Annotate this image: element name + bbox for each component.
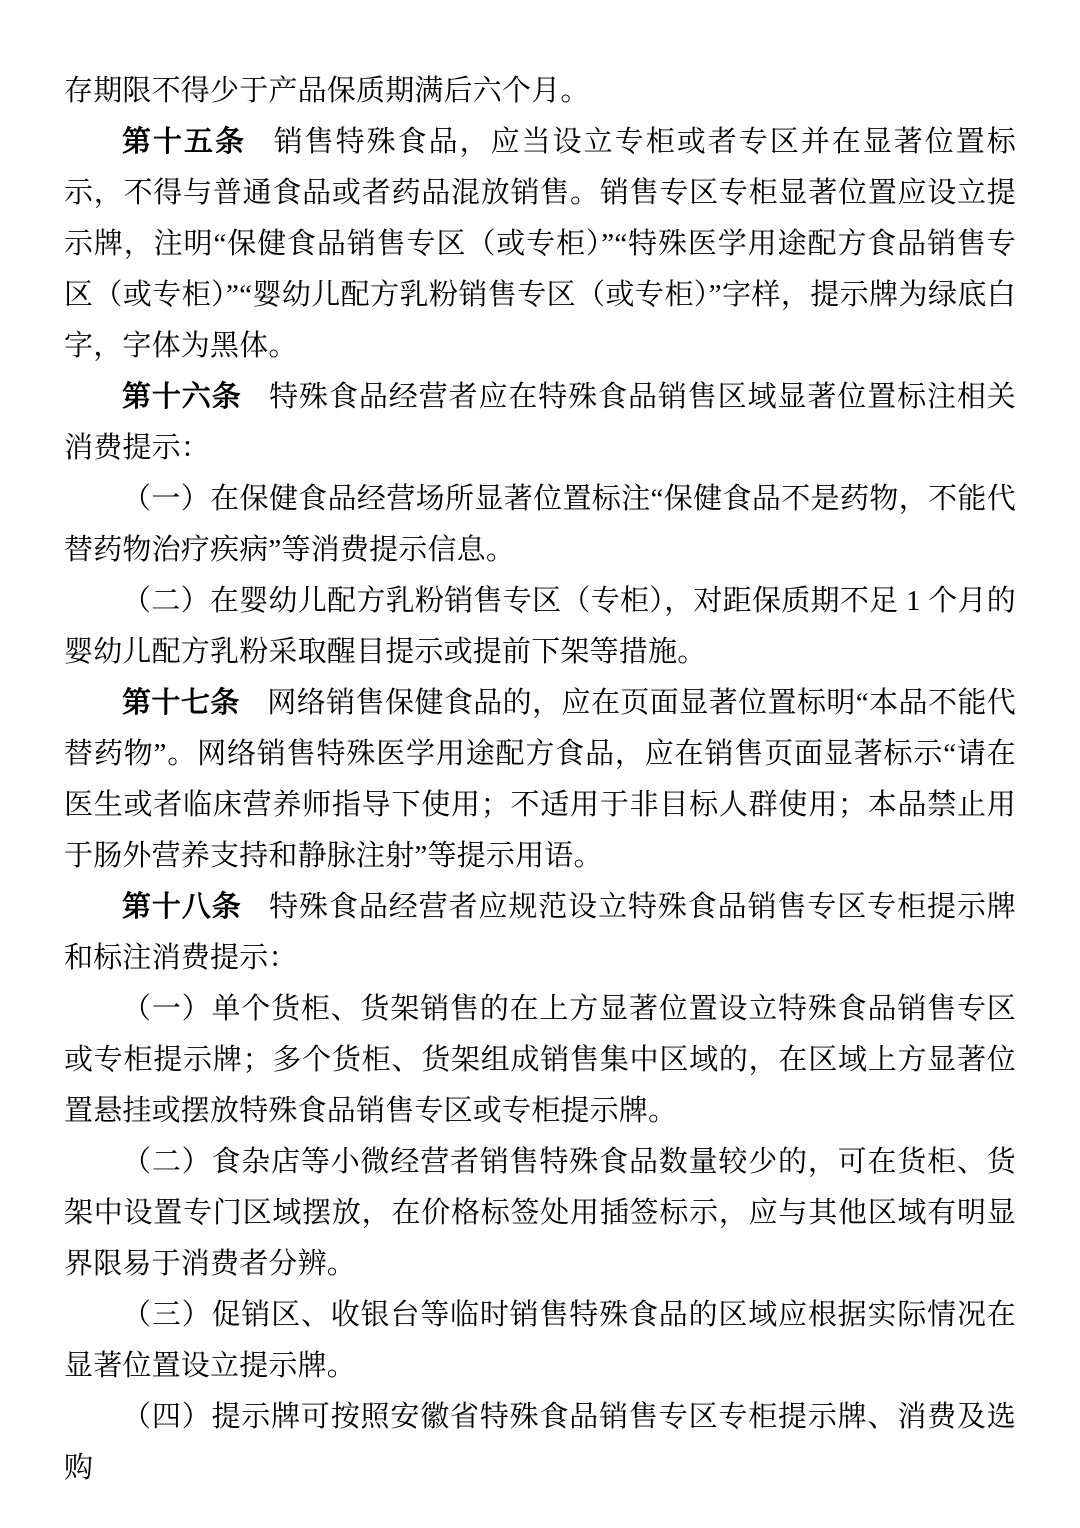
- paragraph-text: （一）单个货柜、货架销售的在上方显著位置设立特殊食品销售专区或专柜提示牌；多个货柜、货架组成销售集中区域的，在区域上方显著位置悬挂或摆放特殊食品销售专区或专柜提示牌。: [64, 993, 1016, 1127]
- paragraph-text: （二）食杂店等小微经营者销售特殊食品数量较少的，可在货柜、货架中设置专门区域摆放，在价格标签处用插签标示，应与其他区域有明显界限易于消费者分辨。: [64, 1146, 1016, 1280]
- article-number: 第十五条: [122, 126, 247, 158]
- paragraph: [64, 678, 1016, 882]
- paragraph: [64, 1137, 1016, 1290]
- article-number: 第十八条: [122, 891, 242, 923]
- paragraph-text: （四）提示牌可按照安徽省特殊食品销售专区专柜提示牌、消费及选购: [64, 1401, 1016, 1484]
- paragraph: [64, 117, 1016, 372]
- paragraph-text: （二）在婴幼儿配方乳粉销售专区（专柜），对距保质期不足 1 个月的婴幼儿配方乳粉采取醒目提示或提前下架等措施。: [64, 585, 1016, 668]
- paragraph-text: 特殊食品经营者应在特殊食品销售区域显著位置标注相关消费提示：: [64, 381, 1016, 464]
- paragraph: [64, 474, 1016, 576]
- paragraph-text: 特殊食品经营者应规范设立特殊食品销售专区专柜提示牌和标注消费提示：: [64, 891, 1016, 974]
- paragraph: [64, 984, 1016, 1137]
- paragraph-text: 存期限不得少于产品保质期满后六个月。: [64, 75, 590, 107]
- paragraph-text: （三）促销区、收银台等临时销售特殊食品的区域应根据实际情况在显著位置设立提示牌。: [64, 1299, 1016, 1382]
- paragraph: [64, 66, 1016, 117]
- paragraph: [64, 576, 1016, 678]
- paragraph: [64, 882, 1016, 984]
- paragraph: [64, 1392, 1016, 1494]
- paragraph-text: （一）在保健食品经营场所显著位置标注“保健食品不是药物，不能代替药物治疗疾病”等消费提示信息。: [64, 483, 1016, 566]
- paragraph: [64, 1290, 1016, 1392]
- paragraph-text: 网络销售保健食品的，应在页面显著位置标明“本品不能代替药物”。网络销售特殊医学用途配方食品，应在销售页面显著标示“请在医生或者临床营养师指导下使用；不适用于非目标人群使用；本品禁止用于肠外营养支持和静脉注射”等提示用语。: [64, 687, 1016, 872]
- article-number: 第十七条: [122, 687, 240, 719]
- article-number: 第十六条: [122, 381, 242, 413]
- paragraph: [64, 372, 1016, 474]
- paragraph-text: 销售特殊食品，应当设立专柜或者专区并在显著位置标示，不得与普通食品或者药品混放销售。销售专区专柜显著位置应设立提示牌，注明“保健食品销售专区（或专柜）”“特殊医学用途配方食品销售专区（或专柜）”“婴幼儿配方乳粉销售专区（或专柜）”字样，提示牌为绿底白字，字体为黑体。: [64, 126, 1016, 362]
